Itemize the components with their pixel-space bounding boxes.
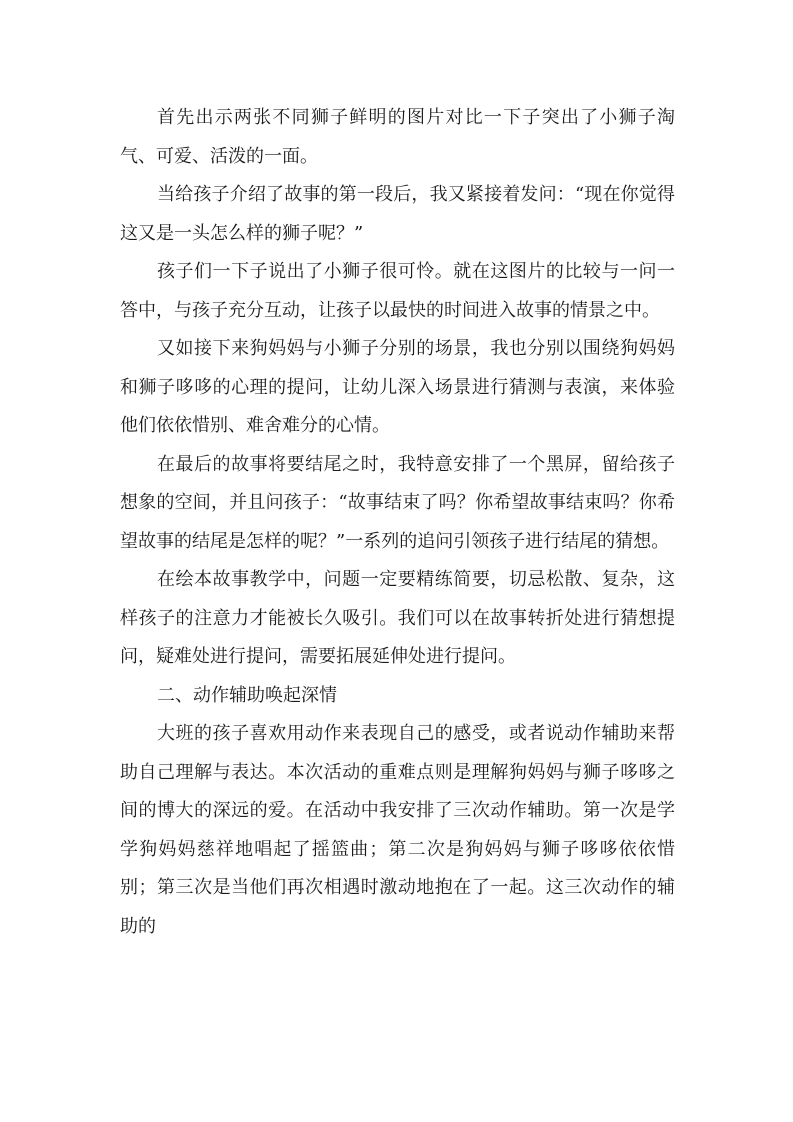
paragraph-5: 在最后的故事将要结尾之时，我特意安排了一个黑屏，留给孩子想象的空间，并且问孩子：“故事结束了吗？你希望故事结束吗？你希望故事的结尾是怎样的呢？”一系列的追问引领孩子进行结尾的猜想。 bbox=[120, 453, 675, 552]
paragraph-6: 在绘本故事教学中，问题一定要精练简要，切忌松散、复杂，这样孩子的注意力才能被长久吸引。我们可以在故事转折处进行猜想提问，疑难处进行提问，需要拓展延伸处进行提问。 bbox=[120, 569, 675, 667]
paragraph-7: 大班的孩子喜欢用动作来表现自己的感受，或者说动作辅助来帮助自己理解与表达。本次活动的重难点则是理解狗妈妈与狮子哆哆之间的博大的深远的爱。在活动中我安排了三次动作辅助。第一次是学学狗妈妈慈祥地唱起了摇篮曲；第二次是狗妈妈与狮子哆哆依依惜别；第三次是当他们再次相遇时激动地抱在了一起。这三次动作的辅助的 bbox=[120, 723, 675, 937]
paragraph-4: 又如接下来狗妈妈与小狮子分别的场景，我也分别以围绕狗妈妈和狮子哆哆的心理的提问，让幼儿深入场景进行猜测与表演，来体验他们依依惜别、难舍难分的心情。 bbox=[120, 338, 675, 436]
paragraph-1: 首先出示两张不同狮子鲜明的图片对比一下子突出了小狮子淘气、可爱、活泼的一面。 bbox=[120, 107, 675, 167]
paragraph-2: 当给孩子介绍了故事的第一段后，我又紧接着发问：“现在你觉得这又是一头怎么样的狮子呢？” bbox=[120, 184, 675, 244]
section-heading: 二、动作辅助唤起深情 bbox=[157, 684, 337, 706]
document-body bbox=[120, 99, 675, 946]
paragraph-3: 孩子们一下子说出了小狮子很可怜。就在这图片的比较与一问一答中，与孩子充分互动，让孩子以最快的时间进入故事的情景之中。 bbox=[120, 261, 675, 321]
